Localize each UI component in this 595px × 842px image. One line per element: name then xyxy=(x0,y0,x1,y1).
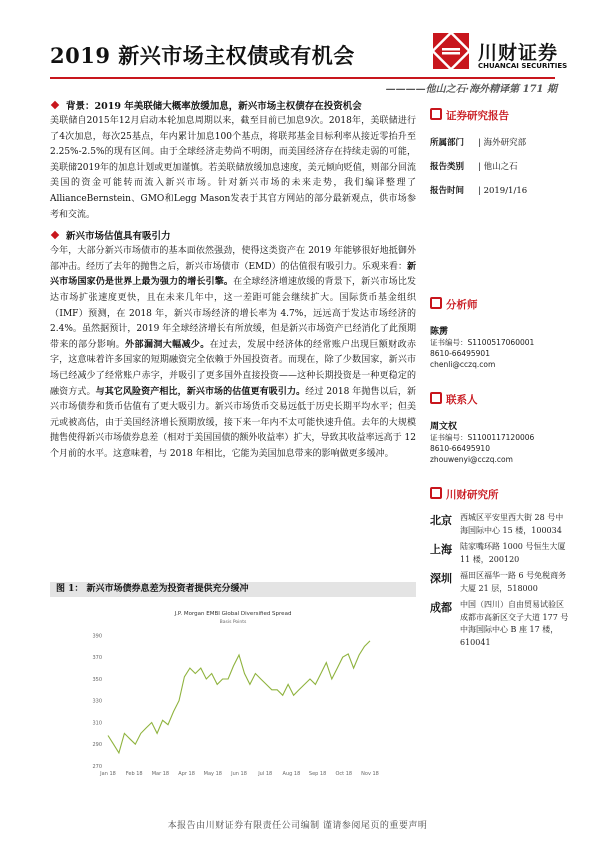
report-title: 2019 新兴市场主权债或有机会 xyxy=(50,43,355,68)
x-tick-label: Mar 18 xyxy=(151,771,170,777)
background-paragraph: 美联储自2015年12月启动本轮加息周期以来，截至目前已加息9次。2018年，美联储进行了4次加息，每次25基点，年内累计加息100个基点，将联邦基金目标利率从接近零抬升至2.25%-2.5%的现有区间。由于全球经济走势尚不明朗，而美国经济存在持续走弱的可能，美联储2019年的加息计划或更加谨慎。若美联储放缓加息速度，美元倾向贬值，则部分回流美国的资金可能转而流入新兴市场。针对新兴市场的未来走势，我们编译整理了AllianceBernstein、GMO和Legg Mason发表于其官方网站的部分最新观点，供市场参考和交流。 xyxy=(50,116,416,220)
contact-phone: 8610-66495910 xyxy=(430,444,490,453)
office-shanghai: 上海 陆家嘴环路 1000 号恒生大厦 11 楼，200120 xyxy=(430,542,566,564)
analyst-cert: 证书编号：S1100517060001 xyxy=(430,338,535,347)
chuancai-logo-icon xyxy=(433,33,469,69)
x-tick-label: Feb 18 xyxy=(125,771,143,777)
x-tick-label: May 18 xyxy=(203,771,222,777)
square-bullet-icon xyxy=(430,392,442,404)
analyst-phone: 8610-66495901 xyxy=(430,349,490,358)
spread-line-chart xyxy=(50,598,416,778)
office-shenzhen: 深圳 福田区福华一路 6 号免税商务大厦 21 层，518000 xyxy=(430,571,567,593)
analyst-email[interactable]: chenli@cczq.com xyxy=(430,360,496,369)
x-tick-label: Nov 18 xyxy=(361,771,379,777)
sidebar xyxy=(430,100,570,649)
report-heading: 证券研究报告 xyxy=(430,108,570,123)
chart-title: J.P. Morgan EMBI Global Diversified Spread xyxy=(174,611,292,617)
institute-heading: 川财研究所 xyxy=(430,487,570,502)
y-tick-label: 350 xyxy=(92,676,102,683)
contact-cert: 证书编号：S1100117120006 xyxy=(430,433,535,442)
footer-disclaimer: 本报告由川财证券有限责任公司编制 谨请参阅尾页的重要声明 xyxy=(167,821,428,831)
x-tick-label: Jan 18 xyxy=(100,771,116,777)
y-tick-label: 370 xyxy=(92,655,102,662)
x-tick-label: Jun 18 xyxy=(231,771,247,777)
diamond-bullet-icon xyxy=(51,231,59,239)
square-bullet-icon xyxy=(430,487,442,499)
header-divider xyxy=(50,77,555,79)
series-label: ————他山之石·海外精译第 171 期 xyxy=(385,84,557,95)
analyst-heading: 分析师 xyxy=(430,297,570,312)
main-content xyxy=(50,100,416,462)
valuation-paragraph: 今年，大部分新兴市场债市的基本面依然强劲，使得这类资产在 2019 年能够很好地抵御外部冲击。经历了去年的抛售之后，新兴市场债市（EMD）的估值很有吸引力。乐观来看：新兴市场国家仍是世界上最为强力的增长引擎。在全球经济增速放缓的背景下，新兴市场比发达市场扩张速度更快，且在未来几年中，这一差距可能会继续扩大。国际货币基金组织（IMF）预测，在 2018 年，新兴市场经济的增长率为 4.7%，远远高于发达市场经济的 2.4%。虽然据预计，2019 年全球经济增长有所放缓，但是新兴市场资产已经消化了此预期带来的部分影响。外部漏洞大幅减少。在过去，发展中经济体的经常账户出现巨额财政赤字，这意味着许多国家的短期融资完全依赖于外国投资者。而现在，除了少数国家，新兴市场已经减少了经常账户赤字，并吸引了更多国外直接投资——这种长期投资是一种更稳定的融资方式。与其它风险资产相比，新兴市场的估值更有吸引力。经过 2018 年抛售以后，新兴市场债券和货币估值有了更大吸引力。新兴市场货币交易远低于历史长期平均水平；但美元或被高估，由于美国经济增长预期放缓，接下来一年内不太可能快速升值。去年的大规模抛售使得新兴市场债券息差（相对于美国国债的额外收益率）扩大，导致其收益率远高于 12 个月前的水平。这意味着，与 2018 年相比，它能为美国加息带来的影响做更多缓冲。 xyxy=(50,246,416,459)
y-tick-label: 390 xyxy=(92,633,102,640)
info-row-department: 所属部门 | 海外研究部 xyxy=(430,138,527,148)
analyst-name: 陈雳 xyxy=(430,327,449,337)
x-tick-label: Apr 18 xyxy=(178,771,195,777)
logo-text: 川财证券 xyxy=(478,42,559,64)
info-row-category: 报告类别 | 他山之石 xyxy=(430,162,518,172)
office-chengdu: 成都 中国（四川）自由贸易试验区成都市高新区交子大道 177 号中海国际中心 B 座 17 楼，610041 xyxy=(430,600,569,647)
square-bullet-icon xyxy=(430,297,442,309)
y-tick-label: 310 xyxy=(92,720,102,727)
x-tick-label: Jul 18 xyxy=(258,771,273,777)
x-tick-label: Aug 18 xyxy=(282,771,301,777)
y-tick-label: 330 xyxy=(92,698,102,705)
section-heading-background: 背景：2019 年美联储大概率放缓加息，新兴市场主权债存在投资机会 xyxy=(50,100,416,114)
chart-subtitle: Basis Points xyxy=(219,620,247,625)
figure-caption: 图 1： 新兴市场债券息差为投资者提供充分缓冲 xyxy=(50,582,416,597)
x-tick-label: Oct 18 xyxy=(335,771,353,777)
info-row-date: 报告时间 | 2019/1/16 xyxy=(430,186,528,196)
contact-heading: 联系人 xyxy=(430,392,570,407)
square-bullet-icon xyxy=(430,108,442,120)
logo-english: CHUANCAI SECURITIES xyxy=(478,62,568,70)
y-tick-label: 270 xyxy=(92,764,102,770)
contact-name: 周文权 xyxy=(430,422,458,432)
spread-series-line xyxy=(108,641,370,753)
contact-email[interactable]: zhouwenyi@cczq.com xyxy=(430,455,513,464)
section-heading-valuation: 新兴市场估值具有吸引力 xyxy=(50,230,416,244)
x-tick-label: Sep 18 xyxy=(308,771,327,777)
y-tick-label: 290 xyxy=(92,742,102,749)
office-beijing: 北京 西城区平安里西大街 28 号中海国际中心 15 楼，100034 xyxy=(430,513,564,535)
diamond-bullet-icon xyxy=(51,101,59,109)
